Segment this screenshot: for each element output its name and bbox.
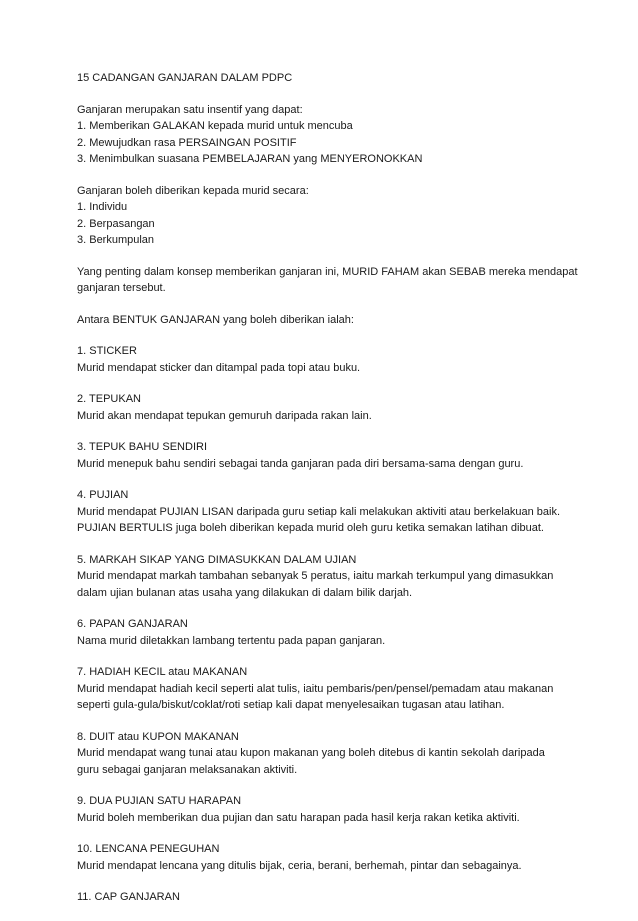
form-item xyxy=(77,343,577,376)
form-item-text: Murid boleh memberikan dua pujian dan satu harapan pada hasil kerja rakan ketika aktiviti. xyxy=(77,811,520,824)
important-paragraph xyxy=(77,264,577,297)
modes-section xyxy=(77,183,577,249)
form-item-title: 6. PAPAN GANJARAN xyxy=(77,618,188,630)
form-item xyxy=(77,487,577,537)
modes-item: 2. Berpasangan xyxy=(77,217,155,230)
intro-item: 1. Memberikan GALAKAN kepada murid untuk mencuba xyxy=(77,120,353,132)
form-item-text: Murid mendapat markah tambahan sebanyak 5 peratus, iaitu markah terkumpul yang dimasukkan xyxy=(77,570,554,582)
forms-heading: Antara BENTUK GANJARAN yang boleh diberikan ialah: xyxy=(77,313,354,326)
form-item-text: Murid mendapat PUJIAN LISAN daripada guru setiap kali melakukan aktiviti atau berkelakuan baik. xyxy=(77,505,561,518)
forms-heading-block xyxy=(77,312,577,329)
form-item-text: seperti gula-gula/biskut/coklat/roti setiap kali dapat menyelesaikan tugasan atau latihan. xyxy=(77,699,505,711)
form-item-title: 10. LENCANA PENEGUHAN xyxy=(77,843,220,855)
document-page xyxy=(77,70,577,921)
form-item-text: Murid mendapat hadiah kecil seperti alat tulis, iaitu pembaris/pen/pensel/pemadam atau makanan xyxy=(77,682,554,695)
document-title: 15 CADANGAN GANJARAN DALAM PDPC xyxy=(77,72,293,84)
form-item-title: 11. CAP GANJARAN xyxy=(77,891,180,903)
form-item-text: Nama murid diletakkan lambang tertentu pada papan ganjaran. xyxy=(77,634,386,647)
form-item-title: 4. PUJIAN xyxy=(77,489,129,501)
form-item-text: Murid menepuk bahu sendiri sebagai tanda ganjaran pada diri bersama-sama dengan guru. xyxy=(77,457,524,470)
form-item xyxy=(77,729,577,779)
document-title-block xyxy=(77,70,577,87)
form-item-title: 1. STICKER xyxy=(77,345,137,357)
form-item xyxy=(77,439,577,472)
form-item xyxy=(77,793,577,826)
form-item-text: guru sebagai ganjaran melaksanakan aktiviti. xyxy=(77,763,298,776)
modes-item: 3. Berkumpulan xyxy=(77,234,155,246)
form-item-title: 8. DUIT atau KUPON MAKANAN xyxy=(77,730,239,743)
form-item-title: 7. HADIAH KECIL atau MAKANAN xyxy=(77,666,248,678)
intro-item: 2. Mewujudkan rasa PERSAINGAN POSITIF xyxy=(77,136,297,149)
form-item xyxy=(77,616,577,649)
form-item-title: 5. MARKAH SIKAP YANG DIMASUKKAN DALAM UJIAN xyxy=(77,553,357,566)
form-item-text: PUJIAN BERTULIS juga boleh diberikan kepada murid oleh guru ketika semakan latihan dibuat. xyxy=(77,522,544,534)
form-item xyxy=(77,889,577,906)
intro-item: 3. Menimbulkan suasana PEMBELAJARAN yang MENYERONOKKAN xyxy=(77,153,423,165)
form-item xyxy=(77,664,577,714)
form-item xyxy=(77,841,577,874)
form-item-title: 3. TEPUK BAHU SENDIRI xyxy=(77,441,207,453)
form-item-text: Murid mendapat wang tunai atau kupon makanan yang boleh ditebus di kantin sekolah daripada xyxy=(77,747,545,759)
important-line: Yang penting dalam konsep memberikan ganjaran ini, MURID FAHAM akan SEBAB mereka mendapat xyxy=(77,265,578,278)
form-item-text: Murid mendapat lencana yang ditulis bijak, ceria, berani, berhemah, pintar dan sebagainya. xyxy=(77,859,522,872)
form-item xyxy=(77,391,577,424)
intro-heading: Ganjaran merupakan satu insentif yang dapat: xyxy=(77,103,303,116)
form-item xyxy=(77,552,577,602)
form-item-text: Murid mendapat sticker dan ditampal pada topi atau buku. xyxy=(77,361,361,374)
important-line: ganjaran tersebut. xyxy=(77,282,166,294)
form-item-title: 2. TEPUKAN xyxy=(77,393,141,405)
intro-section xyxy=(77,102,577,168)
form-item-title: 9. DUA PUJIAN SATU HARAPAN xyxy=(77,795,242,807)
form-item-text: Murid akan mendapat tepukan gemuruh daripada rakan lain. xyxy=(77,409,372,422)
modes-heading: Ganjaran boleh diberikan kepada murid secara: xyxy=(77,184,309,197)
modes-item: 1. Individu xyxy=(77,201,128,213)
form-item-text: dalam ujian bulanan atas usaha yang dilakukan di dalam bilik darjah. xyxy=(77,586,413,599)
